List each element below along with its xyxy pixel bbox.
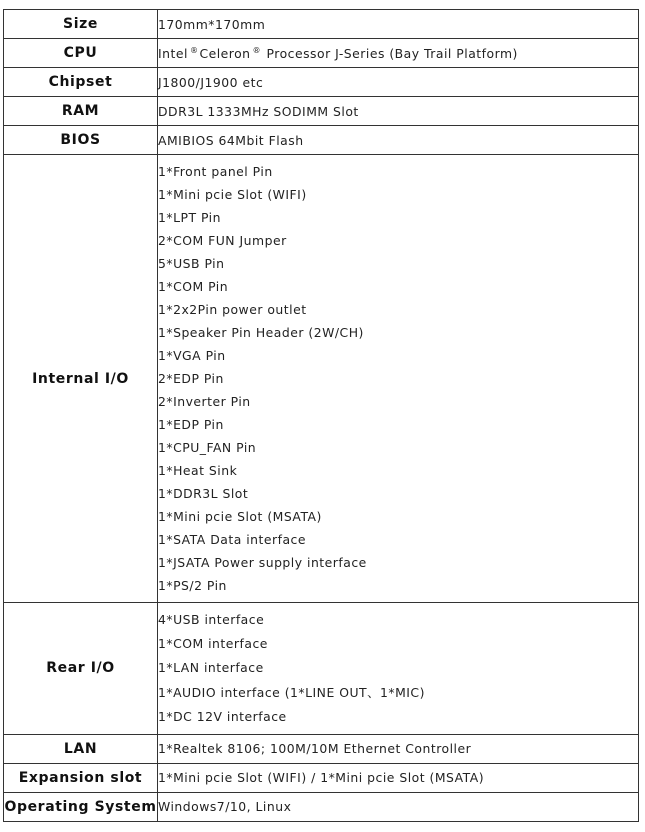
list-item: 1*EDP Pin — [158, 417, 224, 432]
rear-io-value — [158, 603, 639, 735]
row-internal-io — [4, 155, 639, 603]
ram-value: DDR3L 1333MHz SODIMM Slot — [158, 97, 639, 126]
spec-table — [3, 9, 639, 822]
list-item: 2*Inverter Pin — [158, 394, 251, 409]
internal-io-value — [158, 155, 639, 603]
list-item: 1*DDR3L Slot — [158, 486, 249, 501]
list-item: 2*COM FUN Jumper — [158, 233, 287, 248]
expansion-slot-label: Expansion slot — [4, 763, 158, 792]
row-ram — [4, 97, 639, 126]
internal-io-label: Internal I/O — [4, 155, 158, 603]
rear-io-label: Rear I/O — [4, 603, 158, 735]
cpu-label: CPU — [4, 39, 158, 68]
list-item: 1*Mini pcie Slot (MSATA) — [158, 509, 322, 524]
list-item: 4*USB interface — [158, 612, 265, 627]
registered-mark: ® — [252, 45, 262, 55]
row-chipset — [4, 68, 639, 97]
size-value: 170mm*170mm — [158, 10, 639, 39]
list-item: 2*EDP Pin — [158, 371, 224, 386]
cpu-rest: Processor J-Series (Bay Trail Platform) — [266, 45, 518, 61]
list-item: 1*Front panel Pin — [158, 164, 273, 179]
rear-io-list — [158, 603, 638, 734]
row-expansion-slot — [4, 763, 639, 792]
expansion-slot-value: 1*Mini pcie Slot (WIFI) / 1*Mini pcie Slot (MSATA) — [158, 763, 639, 792]
cpu-value — [158, 39, 639, 68]
registered-mark: ® — [189, 45, 199, 55]
lan-value: 1*Realtek 8106; 100M/10M Ethernet Controller — [158, 734, 639, 763]
cpu-brand: Intel — [158, 45, 188, 61]
list-item: 1*LAN interface — [158, 660, 264, 676]
bios-value: AMIBIOS 64Mbit Flash — [158, 126, 639, 155]
list-item: 1*LPT Pin — [158, 210, 221, 225]
list-item: 1*PS/2 Pin — [158, 578, 227, 593]
size-label: Size — [4, 10, 158, 39]
list-item: 1*COM interface — [158, 636, 268, 652]
row-cpu — [4, 39, 639, 68]
list-item: 5*USB Pin — [158, 256, 225, 271]
chipset-value: J1800/J1900 etc — [158, 68, 639, 97]
list-item: 1*CPU_FAN Pin — [158, 440, 257, 455]
row-bios — [4, 126, 639, 155]
list-item: 1*SATA Data interface — [158, 532, 306, 547]
row-operating-system — [4, 792, 639, 821]
list-item: 1*COM Pin — [158, 279, 229, 294]
ram-label: RAM — [4, 97, 158, 126]
list-item: 1*JSATA Power supply interface — [158, 555, 367, 570]
row-size — [4, 10, 639, 39]
lan-label: LAN — [4, 734, 158, 763]
list-item: 1*Heat Sink — [158, 463, 238, 478]
chipset-label: Chipset — [4, 68, 158, 97]
list-item: 1*VGA Pin — [158, 348, 226, 363]
cpu-family: Celeron — [199, 45, 251, 61]
list-item: 1*AUDIO interface (1*LINE OUT、1*MIC) — [158, 684, 425, 700]
list-item: 1*Mini pcie Slot (WIFI) — [158, 187, 307, 202]
row-rear-io — [4, 603, 639, 735]
row-lan — [4, 734, 639, 763]
bios-label: BIOS — [4, 126, 158, 155]
list-item: 1*2x2Pin power outlet — [158, 302, 307, 317]
internal-io-list — [158, 155, 638, 602]
list-item: 1*DC 12V interface — [158, 708, 287, 724]
operating-system-label: Operating System — [4, 792, 158, 821]
operating-system-value: Windows7/10, Linux — [158, 792, 639, 821]
list-item: 1*Speaker Pin Header (2W/CH) — [158, 325, 364, 340]
